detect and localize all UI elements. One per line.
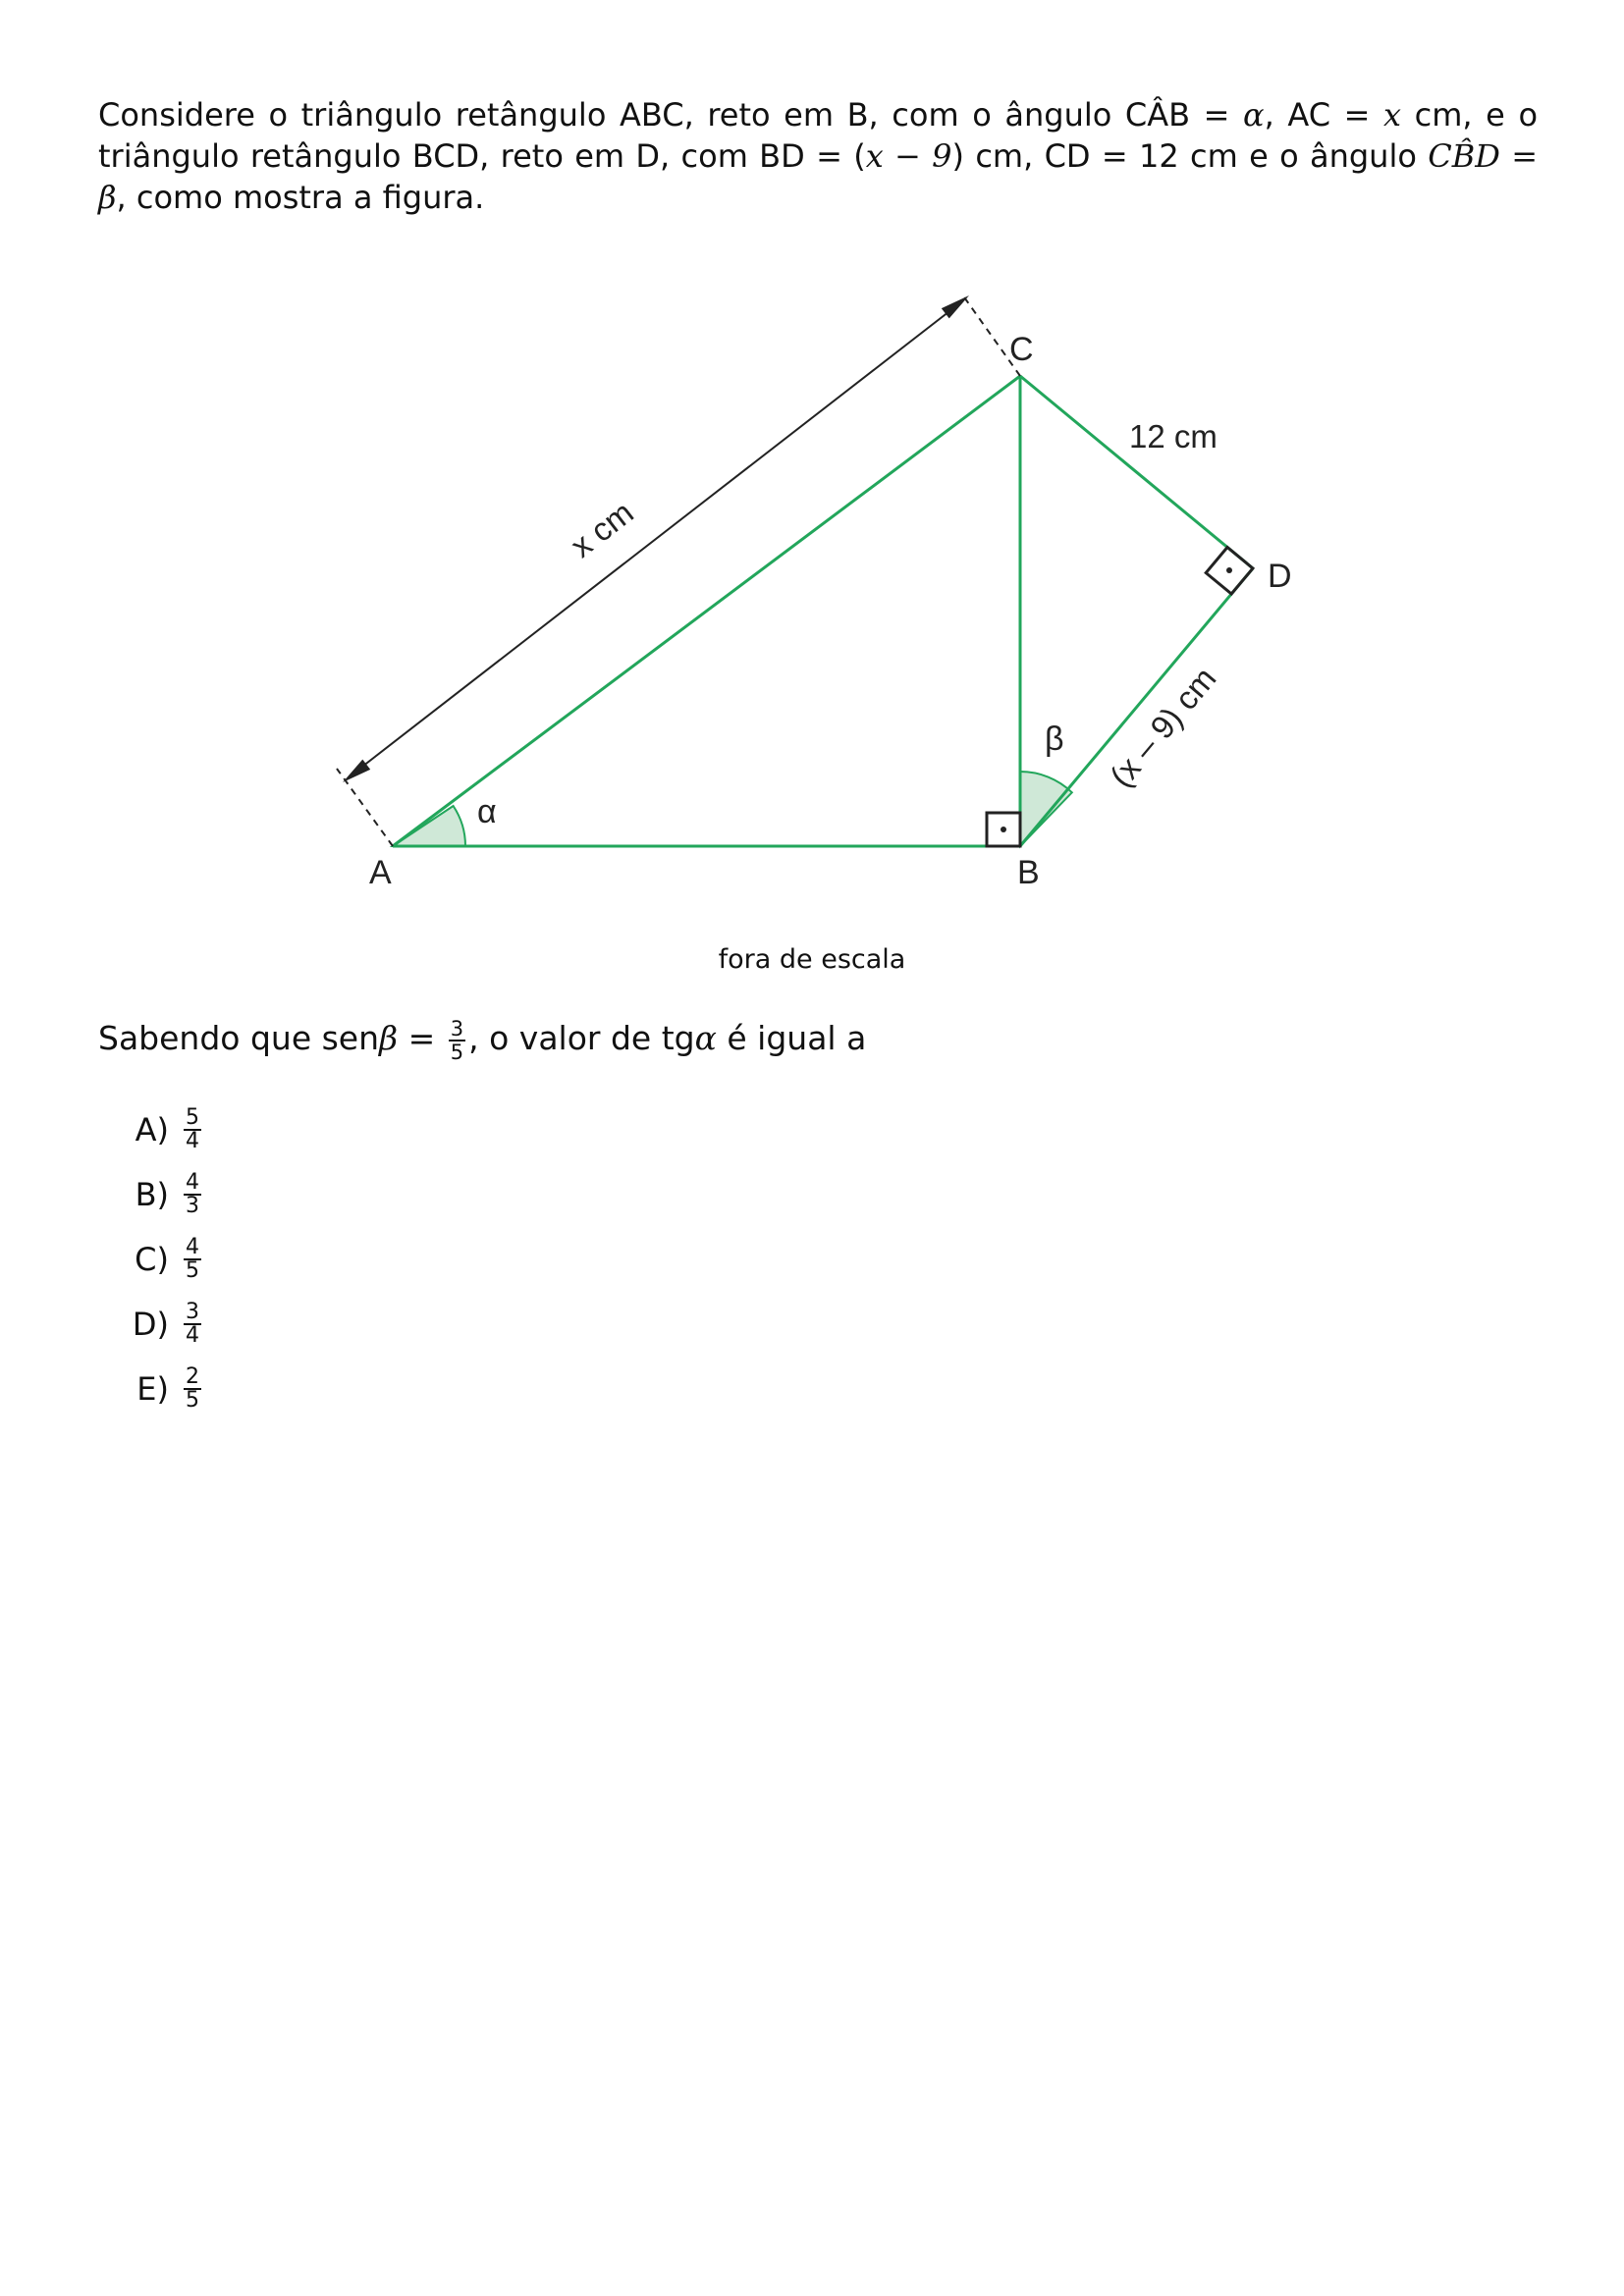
figure-caption: fora de escala (718, 944, 906, 975)
option-c[interactable] (126, 1227, 204, 1292)
option-fraction (184, 1172, 201, 1217)
point-label-b: B (1017, 854, 1040, 891)
option-fraction (184, 1107, 201, 1152)
question-text (98, 1009, 866, 1068)
option-num: 3 (186, 1300, 199, 1324)
option-d[interactable] (126, 1292, 204, 1357)
option-num: 5 (186, 1105, 199, 1130)
side-bd (1020, 568, 1253, 846)
question-post: é igual a (716, 1019, 867, 1057)
intro-text-4: ) cm, CD = 12 cm e o ângulo (951, 137, 1429, 175)
option-letter: A) (135, 1111, 169, 1148)
question-alpha: α (694, 1019, 717, 1057)
triangle-figure (295, 275, 1335, 903)
option-den: 5 (186, 1258, 199, 1283)
intro-text-3: cm, e o triângulo retângulo BCD, reto em D, com BD = ( (98, 96, 1539, 175)
question-eq: = (398, 1019, 446, 1057)
ac-dimension-line (350, 301, 962, 776)
question-mid: , o valor de tg (468, 1019, 695, 1057)
beta-label: β (1045, 721, 1064, 758)
question-fraction (449, 1018, 465, 1063)
option-e[interactable] (126, 1357, 204, 1421)
ac-length-label: x cm (564, 493, 640, 564)
cd-length-label: 12 cm (1129, 418, 1218, 454)
intro-alpha: α (1243, 96, 1265, 133)
option-den: 4 (186, 1129, 199, 1153)
option-fraction (184, 1237, 201, 1282)
question-fraction-num: 3 (450, 1016, 464, 1041)
intro-angle-cbd: CB̂D = β (98, 137, 1539, 216)
option-num: 2 (186, 1364, 199, 1389)
option-b[interactable] (126, 1162, 204, 1227)
option-a[interactable] (126, 1097, 204, 1162)
intro-text-1: Considere o triângulo retângulo ABC, reto em B, com o ângulo CÂB = (98, 96, 1244, 133)
right-angle-dot-d (1226, 567, 1232, 573)
intro-text-5: , como mostra a figura. (116, 179, 485, 216)
question-pre: Sabendo que sen (98, 1019, 380, 1057)
problem-statement (98, 94, 1538, 218)
question-beta: β (379, 1019, 399, 1057)
side-ac (393, 376, 1020, 846)
option-num: 4 (186, 1170, 199, 1195)
alpha-angle-fill (393, 806, 465, 846)
question-fraction-den: 5 (450, 1040, 464, 1064)
option-letter: E) (136, 1370, 169, 1408)
option-fraction (184, 1366, 201, 1412)
option-den: 3 (186, 1194, 199, 1218)
point-label-a: A (369, 854, 392, 891)
side-cd (1020, 376, 1253, 568)
option-letter: C) (135, 1241, 169, 1278)
option-letter: D) (132, 1306, 169, 1343)
option-den: 5 (186, 1388, 199, 1413)
option-letter: B) (135, 1176, 169, 1213)
intro-x-minus-9: x − 9 (865, 137, 952, 175)
point-label-c: C (1009, 331, 1034, 368)
intro-text-2: , AC = (1264, 96, 1384, 133)
alpha-label: α (477, 793, 497, 830)
answer-options (126, 1097, 204, 1421)
point-label-d: D (1268, 558, 1292, 595)
right-angle-dot-b (1001, 827, 1006, 832)
intro-x: x (1383, 96, 1402, 133)
option-num: 4 (186, 1235, 199, 1259)
option-den: 4 (186, 1323, 199, 1348)
bd-length-label: (x – 9) cm (1102, 660, 1223, 794)
option-fraction (184, 1302, 201, 1347)
